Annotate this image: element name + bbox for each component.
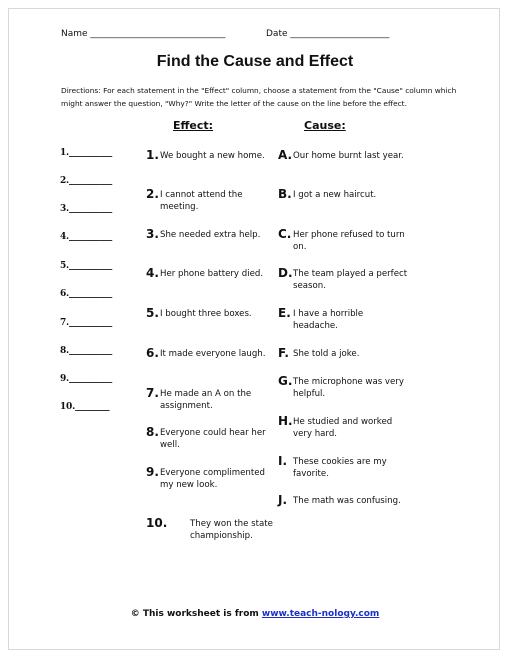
cause-item: [278, 228, 408, 254]
effect-number: 6.: [146, 346, 159, 360]
name-line: Name ______________________________: [61, 29, 226, 39]
effect-item: [146, 347, 276, 360]
cause-letter: E.: [278, 306, 291, 320]
cause-item: [278, 415, 408, 441]
effect-item: [146, 188, 276, 214]
effect-column-header: Effect:: [173, 119, 214, 132]
effect-text: She needed extra help.: [160, 230, 261, 240]
effect-text: Everyone complimented my new look.: [160, 468, 265, 491]
cause-item: [278, 375, 408, 401]
cause-column-header: Cause:: [304, 119, 346, 132]
answer-line: 7.__________: [60, 318, 112, 328]
footer-text: © This worksheet is from: [130, 609, 262, 619]
cause-letter: A.: [278, 148, 293, 162]
cause-letter: J.: [278, 493, 288, 507]
cause-letter: C.: [278, 227, 292, 241]
cause-text: The math was confusing.: [293, 496, 401, 506]
answer-line: 10.________: [60, 402, 110, 412]
effect-text: It made everyone laugh.: [160, 349, 266, 359]
effect-number: 10.: [146, 516, 168, 530]
cause-text: Her phone refused to turn on.: [293, 230, 405, 253]
cause-item: [278, 455, 408, 481]
answer-line: 5.__________: [60, 261, 112, 271]
cause-text: I have a horrible headache.: [293, 309, 364, 332]
cause-item: [278, 347, 408, 360]
effect-text: Everyone could hear her well.: [160, 428, 266, 451]
effect-item: [146, 426, 276, 452]
effect-item: [146, 466, 276, 492]
effect-number: 9.: [146, 465, 159, 479]
directions: Directions: For each statement in the "Effect" column, choose a statement from the "Cause" column which might answer the question, "Why?" Write the letter of the cause on the line before the effect.: [61, 86, 457, 108]
effect-text: I cannot attend the meeting.: [160, 190, 243, 213]
answer-line: 4.__________: [60, 232, 112, 242]
effect-text: We bought a new home.: [160, 151, 265, 161]
answer-line: 9.__________: [60, 374, 112, 384]
answer-line: 6.__________: [60, 289, 112, 299]
cause-item: [278, 267, 408, 293]
cause-text: These cookies are my favorite.: [293, 457, 387, 480]
answer-line: 3.__________: [60, 204, 112, 214]
effect-text: Her phone battery died.: [160, 269, 264, 279]
cause-text: He studied and worked very hard.: [293, 417, 393, 440]
effect-number: 8.: [146, 425, 159, 439]
cause-text: I got a new haircut.: [293, 190, 377, 200]
cause-letter: F.: [278, 346, 289, 360]
answer-line: 2.__________: [60, 176, 112, 186]
effect-item: [146, 267, 276, 280]
effect-number: 3.: [146, 227, 159, 241]
effect-number: 7.: [146, 386, 159, 400]
effect-text: I bought three boxes.: [160, 309, 252, 319]
cause-item: [278, 188, 408, 201]
answer-line: 1.__________: [60, 148, 112, 158]
cause-text: The microphone was very helpful.: [293, 377, 404, 400]
cause-letter: H.: [278, 414, 293, 428]
footer-link[interactable]: www.teach-nology.com: [261, 609, 380, 619]
cause-letter: B.: [278, 187, 292, 201]
effect-item: [146, 307, 276, 320]
effect-item: [146, 228, 276, 241]
answer-line: 8.__________: [60, 346, 112, 356]
cause-text: Our home burnt last year.: [293, 151, 404, 161]
cause-letter: D.: [278, 266, 293, 280]
footer-credit: [0, 609, 510, 619]
effect-text: He made an A on the assignment.: [160, 389, 252, 412]
cause-item: [278, 494, 408, 507]
effect-number: 1.: [146, 148, 159, 162]
cause-text: The team played a perfect season.: [293, 269, 408, 292]
cause-text: She told a joke.: [293, 349, 360, 359]
effect-item: [146, 149, 276, 162]
page-title: Find the Cause and Effect: [156, 53, 354, 70]
date-line: Date ______________________: [266, 29, 390, 39]
effect-item: [146, 517, 276, 543]
effect-text: They won the state championship.: [190, 519, 273, 542]
cause-item: [278, 307, 408, 333]
effect-item: [146, 387, 276, 413]
effect-number: 5.: [146, 306, 159, 320]
cause-letter: I.: [278, 454, 288, 468]
effect-number: 4.: [146, 266, 159, 280]
effect-number: 2.: [146, 187, 159, 201]
cause-item: [278, 149, 408, 162]
cause-letter: G.: [278, 374, 293, 388]
